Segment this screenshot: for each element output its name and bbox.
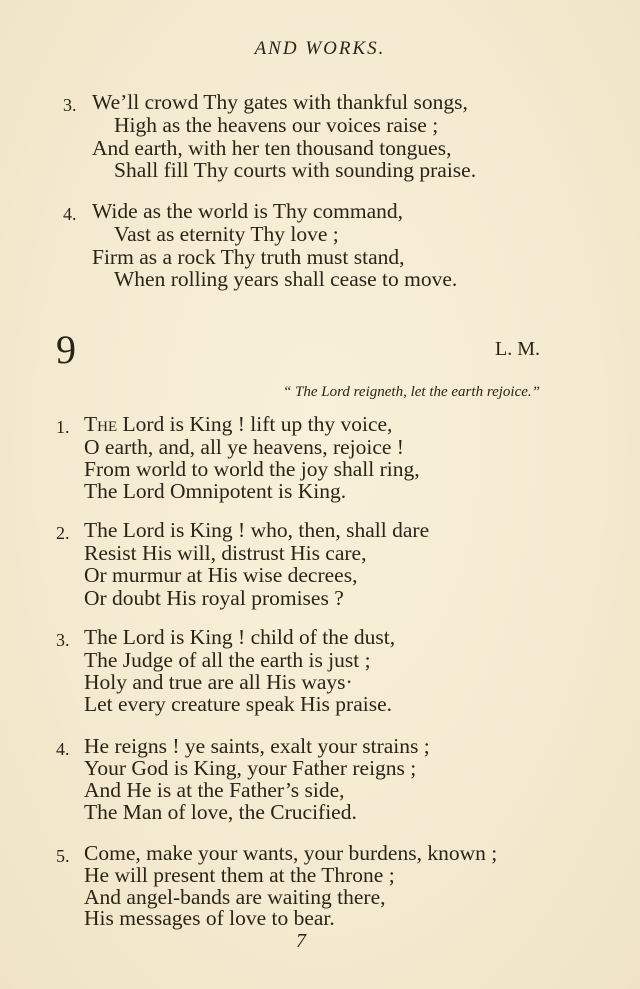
stanza-line: The Judge of all the earth is just ;: [84, 648, 371, 672]
stanza-line: When rolling years shall cease to move.: [114, 267, 458, 291]
stanza-line: Come, make your wants, your burdens, known ;: [84, 841, 498, 865]
hymn-number: 9: [56, 327, 76, 372]
stanza-line: The Lord Omnipotent is King.: [84, 479, 347, 503]
stanza-line: The Lord is King ! child of the dust,: [84, 625, 396, 649]
stanza-line: High as the heavens our voices raise ;: [114, 113, 439, 137]
stanza-line: Firm as a rock Thy truth must stand,: [92, 245, 405, 269]
stanza-number: 4.: [63, 204, 77, 224]
stanza-line: Vast as eternity Thy love ;: [114, 222, 339, 246]
first-line-rest: Lord is King ! lift up thy voice,: [117, 412, 393, 436]
running-title: AND WORKS.: [254, 38, 386, 59]
stanza-number: 5.: [56, 846, 70, 866]
stanza-line: Or murmur at His wise decrees,: [84, 563, 358, 587]
stanza-number: 2.: [56, 523, 70, 543]
stanza-line: The Man of love, the Crucified.: [84, 800, 357, 824]
stanza-number: 3.: [63, 95, 77, 115]
stanza-line: We’ll crowd Thy gates with thankful songs,: [92, 90, 468, 114]
stanza-line: Holy and true are all His ways·: [84, 670, 353, 694]
stanza-line: The Lord is King ! who, then, shall dare: [84, 518, 430, 542]
stanza-line: He reigns ! ye saints, exalt your strains ;: [84, 734, 430, 758]
stanza-number: 4.: [56, 739, 70, 759]
stanza-line: Your God is King, your Father reigns ;: [84, 756, 417, 780]
stanza-number: 1.: [56, 417, 70, 437]
stanza-line: His messages of love to bear.: [84, 906, 335, 930]
stanza-line: From world to world the joy shall ring,: [84, 457, 420, 481]
stanza-line: Wide as the world is Thy command,: [92, 199, 404, 223]
stanza-line: Shall fill Thy courts with sounding praise.: [114, 158, 477, 182]
stanza-line: And angel-bands are waiting there,: [84, 885, 386, 909]
stanza-line: O earth, and, all ye heavens, rejoice !: [84, 435, 404, 459]
hymn-epigraph: “ The Lord reigneth, let the earth rejoice.”: [282, 384, 540, 400]
stanza-line: Let every creature speak His praise.: [84, 692, 393, 716]
page-number: 7: [296, 930, 306, 952]
drop-word: The: [84, 412, 118, 436]
stanza-line: Or doubt His royal promises ?: [84, 586, 344, 610]
stanza-line: And earth, with her ten thousand tongues,: [92, 136, 452, 160]
stanza-number: 3.: [56, 630, 70, 650]
stanza-line: Resist His will, distrust His care,: [84, 541, 367, 565]
stanza-first-line: [84, 414, 392, 436]
stanza-line: And He is at the Father’s side,: [84, 778, 345, 802]
stanza-line: He will present them at the Throne ;: [84, 863, 395, 887]
hymn-meter: L. M.: [495, 338, 540, 360]
